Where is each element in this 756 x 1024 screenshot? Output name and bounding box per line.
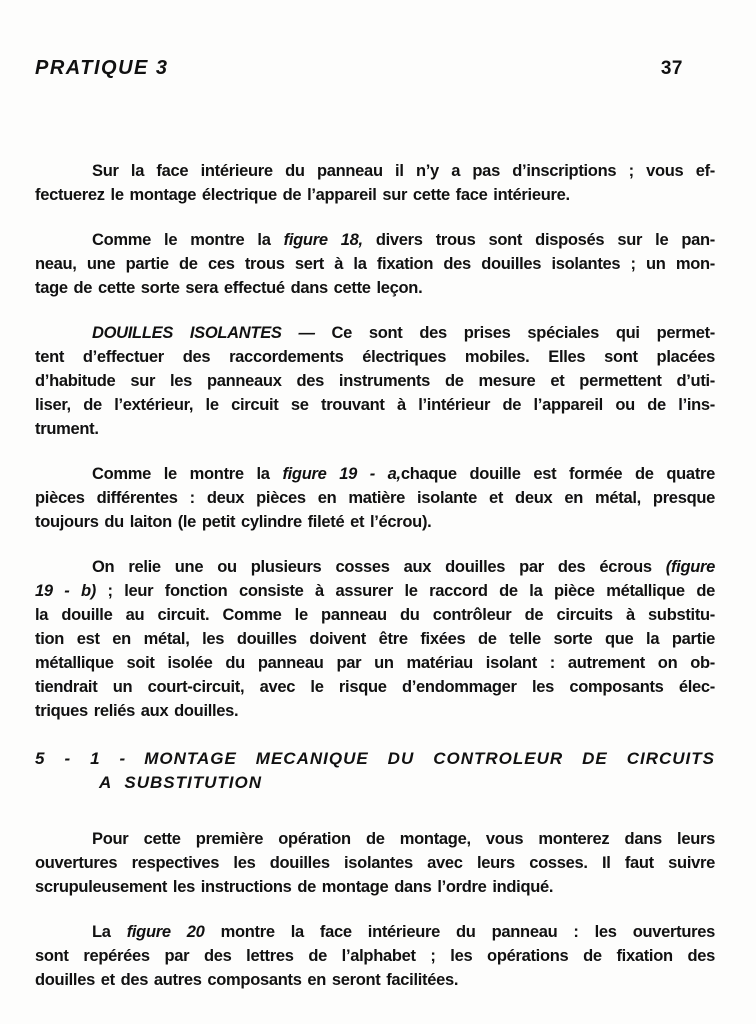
text-segment: figure 18, bbox=[283, 231, 363, 249]
text-segment: (figure bbox=[665, 558, 715, 576]
section-heading bbox=[35, 747, 715, 795]
text-line bbox=[35, 851, 715, 875]
text-segment: montre la face intérieure du panneau : les ouvertures bbox=[204, 923, 715, 941]
text-line bbox=[35, 183, 715, 207]
text-segment: scrupuleusement les instructions de montage dans l’ordre indiqué. bbox=[35, 878, 554, 896]
paragraph bbox=[35, 462, 715, 534]
text-segment: pièces différentes : deux pièces en matière isolante et deux en métal, presque bbox=[35, 489, 715, 507]
text-segment: douilles et des autres composants en seront facilitées. bbox=[35, 971, 459, 989]
text-segment: A SUBSTITUTION bbox=[99, 773, 262, 792]
text-segment: On relie une ou plusieurs cosses aux douilles par des écrous bbox=[92, 558, 666, 576]
paragraph bbox=[35, 827, 715, 899]
text-segment: Pour cette première opération de montage, vous monterez dans leurs bbox=[92, 830, 715, 848]
text-line bbox=[35, 228, 715, 252]
text-segment: Ce sont des prises spéciales qui permet- bbox=[331, 324, 715, 342]
text-segment: Comme le montre la bbox=[92, 465, 283, 483]
text-line bbox=[35, 968, 715, 992]
text-line bbox=[35, 252, 715, 276]
text-line bbox=[35, 510, 715, 534]
text-segment: 19 - b) bbox=[35, 582, 96, 600]
text-line bbox=[35, 920, 715, 944]
text-segment: figure 20 bbox=[126, 923, 205, 941]
text-line bbox=[35, 627, 715, 651]
page-header bbox=[35, 56, 715, 81]
text-line bbox=[35, 555, 715, 579]
text-line bbox=[35, 462, 715, 486]
text-segment: tage de cette sorte sera effectué dans cette leçon. bbox=[35, 279, 423, 297]
content-column bbox=[35, 56, 715, 992]
text-line bbox=[35, 603, 715, 627]
text-line bbox=[35, 579, 715, 603]
text-segment: métallique soit isolée du panneau par un matériau isolant : autrement on ob- bbox=[35, 654, 715, 672]
text-line bbox=[35, 699, 715, 723]
text-segment: tiendrait un court-circuit, avec le risque d’endommager les composants élec- bbox=[35, 678, 715, 696]
paragraph bbox=[35, 321, 715, 441]
text-line bbox=[35, 875, 715, 899]
text-segment: toujours du laiton (le petit cylindre fileté et l’écrou). bbox=[35, 513, 432, 531]
text-segment: fectuerez le montage électrique de l’appareil sur cette face intérieure. bbox=[35, 186, 570, 204]
text-segment: tent d’effectuer des raccordements électriques mobiles. Elles sont placées bbox=[35, 348, 715, 366]
text-segment: sont repérées par des lettres de l’alphabet ; les opérations de fixation des bbox=[35, 947, 715, 965]
text-segment: Sur la face intérieure du panneau il n’y a pas d’inscriptions ; vous ef- bbox=[92, 162, 715, 180]
text-segment: MONTAGE MECANIQUE DU CONTROLEUR DE CIRCUITS bbox=[144, 749, 716, 768]
text-line bbox=[35, 651, 715, 675]
text-line bbox=[35, 486, 715, 510]
text-line bbox=[35, 321, 715, 345]
text-segment: 5 - 1 - bbox=[35, 749, 127, 768]
text-segment: trument. bbox=[35, 420, 99, 438]
text-segment: chaque douille est formée de quatre bbox=[400, 465, 716, 483]
text-line bbox=[35, 417, 715, 441]
text-line bbox=[35, 827, 715, 851]
text-line bbox=[99, 771, 715, 795]
text-segment: ouvertures respectives les douilles isolantes avec leurs cosses. Il faut suivre bbox=[35, 854, 715, 872]
paragraph bbox=[35, 555, 715, 723]
document-body bbox=[35, 159, 715, 992]
text-line bbox=[35, 369, 715, 393]
paragraph bbox=[35, 920, 715, 992]
text-line bbox=[35, 276, 715, 300]
text-line bbox=[35, 393, 715, 417]
paragraph bbox=[35, 228, 715, 300]
text-segment: liser, de l’extérieur, le circuit se trouvant à l’intérieur de l’appareil ou de l’ins- bbox=[35, 396, 715, 414]
text-segment: triques reliés aux douilles. bbox=[35, 702, 239, 720]
paragraph bbox=[35, 159, 715, 207]
text-segment: La bbox=[92, 923, 127, 941]
text-line bbox=[35, 675, 715, 699]
text-segment: ; leur fonction consiste à assurer le raccord de la pièce métallique de bbox=[95, 582, 715, 600]
text-segment: DOUILLES ISOLANTES — bbox=[92, 324, 332, 342]
text-line bbox=[35, 944, 715, 968]
text-segment: tion est en métal, les douilles doivent être fixées de telle sorte que la partie bbox=[35, 630, 715, 648]
text-segment: d’habitude sur les panneaux des instruments de mesure et permettent d’uti- bbox=[35, 372, 715, 390]
page-number: 37 bbox=[660, 58, 683, 79]
text-segment: Comme le montre la bbox=[92, 231, 284, 249]
text-line bbox=[35, 747, 715, 771]
text-line bbox=[35, 159, 715, 183]
text-segment: figure 19 - a, bbox=[282, 465, 401, 483]
text-segment: la douille au circuit. Comme le panneau du contrôleur de circuits à substitu- bbox=[35, 606, 715, 624]
page-title: PRATIQUE 3 bbox=[35, 57, 169, 79]
text-segment: divers trous sont disposés sur le pan- bbox=[362, 231, 715, 249]
text-line bbox=[35, 345, 715, 369]
text-segment: neau, une partie de ces trous sert à la fixation des douilles isolantes ; un mon- bbox=[35, 255, 715, 273]
